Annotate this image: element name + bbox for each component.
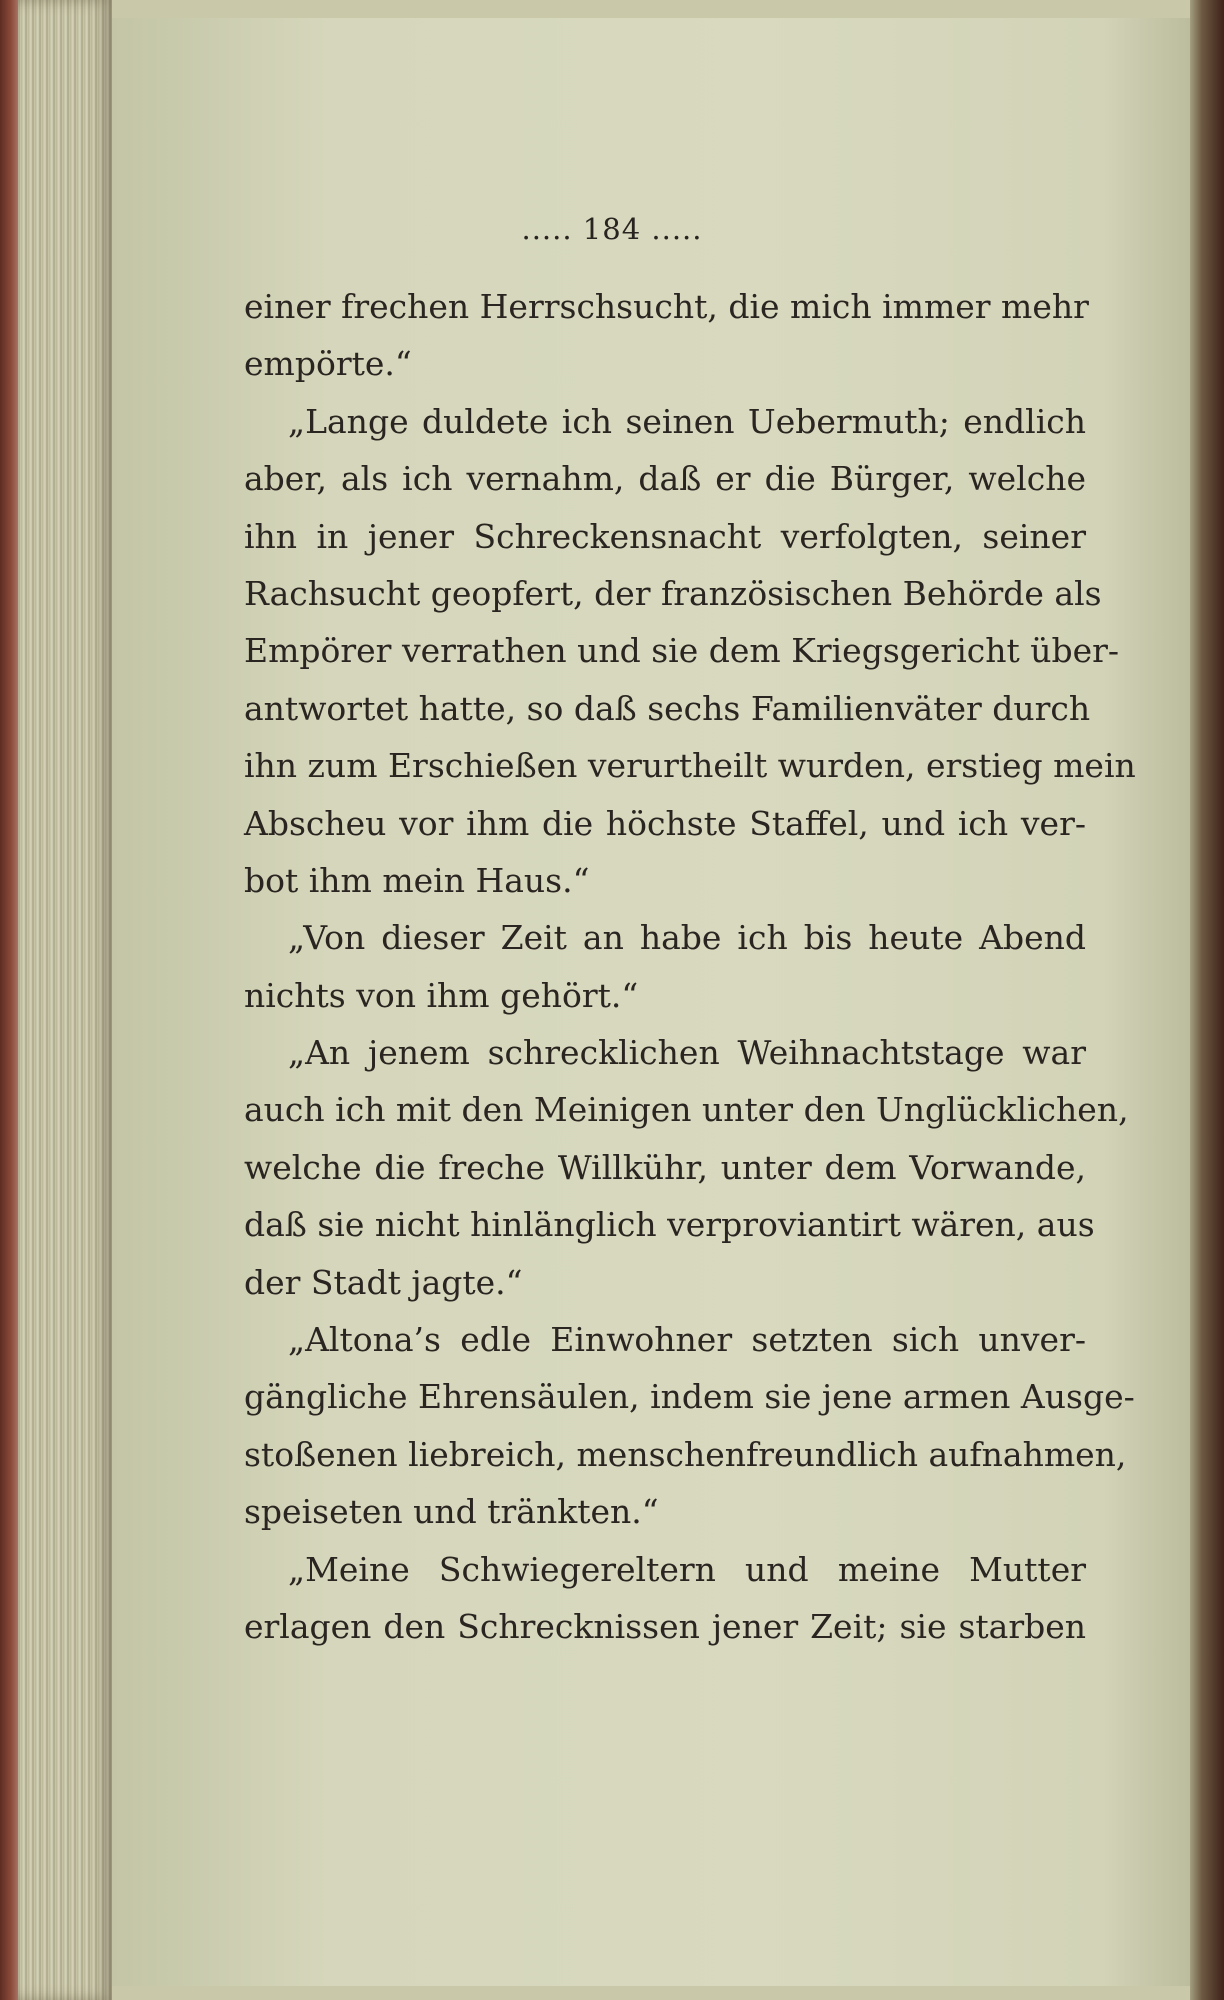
text-line: der Stadt jagte.“ [244, 1262, 523, 1302]
text-line: aber, als ich vernahm, daß er die Bürger, welche [244, 459, 1086, 499]
text-line: ihn in jener Schreckensnacht verfolgten, seiner [244, 516, 1086, 556]
book-binding-right [1190, 0, 1224, 2000]
text-line: „Altona’s edle Einwohner setzten sich unver- [288, 1320, 1086, 1360]
text-line: auch ich mit den Meinigen unter den Unglücklichen, [244, 1090, 1129, 1130]
text-line: „An jenem schrecklichen Weihnachtstage war [288, 1033, 1086, 1073]
text-line: Empörer verrathen und sie dem Kriegsgericht über- [244, 631, 1120, 671]
text-line: speiseten und tränkten.“ [244, 1492, 659, 1532]
text-line: ihn zum Erschießen verurtheilt wurden, erstieg mein [244, 746, 1136, 786]
text-line: nichts von ihm gehört.“ [244, 975, 639, 1015]
text-line: bot ihm mein Haus.“ [244, 860, 590, 900]
text-line: stoßenen liebreich, menschenfreundlich aufnahmen, [244, 1434, 1127, 1474]
text-line: erlagen den Schrecknissen jener Zeit; sie starben [244, 1606, 1086, 1646]
text-line: „Meine Schwiegereltern und meine Mutter [288, 1549, 1086, 1589]
text-line: Rachsucht geopfert, der französischen Behörde als [244, 573, 1102, 613]
text-line: empörte.“ [244, 344, 412, 384]
body-text [244, 278, 1136, 1655]
text-line: welche die freche Willkühr, unter dem Vorwande, [244, 1147, 1086, 1187]
page-number: ..... 184 ..... [521, 212, 703, 246]
text-line: daß sie nicht hinlänglich verproviantirt wären, aus [244, 1205, 1095, 1245]
book-edge-left [0, 0, 112, 2000]
text-line: Abscheu vor ihm die höchste Staffel, und ich ver- [244, 803, 1086, 843]
text-line: gängliche Ehrensäulen, indem sie jene armen Ausge- [244, 1377, 1135, 1417]
text-line: „Lange duldete ich seinen Uebermuth; endlich [288, 401, 1086, 441]
text-line: antwortet hatte, so daß sechs Familienväter durch [244, 688, 1091, 728]
text-line: einer frechen Herrschsucht, die mich immer mehr [244, 287, 1089, 326]
text-line: „Von dieser Zeit an habe ich bis heute Abend [288, 918, 1086, 958]
